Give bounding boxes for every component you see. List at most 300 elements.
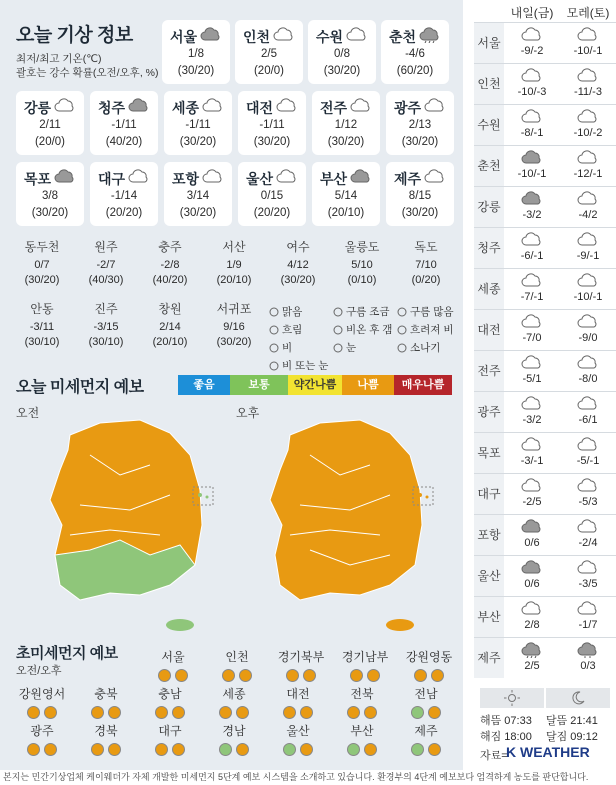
forecast-day1: 2/5	[504, 638, 560, 672]
weather-legend-icon	[396, 342, 408, 354]
forecast-day2: -5/-1	[560, 433, 616, 467]
forecast-city: 서울	[474, 23, 504, 63]
cloud-outline-icon	[128, 169, 150, 185]
cloud-outline-icon	[560, 68, 616, 84]
city-temp: -1/14	[110, 190, 138, 202]
dust-level-2: 약간나쁨	[288, 375, 342, 395]
snow-cloud-icon	[560, 642, 616, 658]
forecast-day2: -4/2	[560, 187, 616, 221]
city-temp: -1/11	[259, 119, 285, 131]
cloud-outline-icon	[504, 314, 560, 330]
forecast-city: 수원	[474, 105, 504, 145]
am-dot	[414, 669, 427, 682]
cloud-outline-icon	[560, 396, 616, 412]
cloud-outline-icon	[560, 314, 616, 330]
city-rain: (30/20)	[401, 207, 439, 219]
forecast-day1: -3/2	[504, 187, 560, 221]
small-city-name: 독도	[414, 240, 438, 254]
forecast-day1: -7/0	[504, 310, 560, 344]
cloud-outline-icon	[504, 109, 560, 125]
forecast-row-대구	[474, 473, 616, 513]
city-temp: -4/6	[405, 48, 425, 60]
city-rain: (20/0)	[253, 65, 285, 77]
city-name: 부산	[320, 171, 348, 187]
pm-dot	[175, 669, 188, 682]
forecast-day2: -1/7	[560, 597, 616, 631]
small-city-name: 진주	[94, 302, 118, 316]
small-city-name: 서산	[222, 240, 246, 254]
fine-dust-부산	[332, 722, 392, 756]
weather-legend-item: 소나기	[396, 340, 440, 355]
city-name: 대전	[246, 100, 274, 116]
small-city-name: 창원	[158, 302, 182, 316]
dust-map-pm	[250, 415, 450, 640]
small-city-temp: -3/15	[93, 321, 119, 333]
region-name: 강원영서	[18, 687, 66, 701]
forecast-day1: -6/-1	[504, 228, 560, 262]
cloud-outline-icon	[504, 601, 560, 617]
small-city-충주	[140, 240, 200, 288]
weather-legend-icon	[268, 306, 280, 318]
cloud-outline-icon	[202, 98, 224, 114]
city-card-부산	[312, 162, 380, 226]
weather-legend-item: 비	[268, 340, 292, 355]
forecast-row-포항	[474, 514, 616, 554]
forecast-col1: 내일(금)	[510, 6, 554, 20]
cloud-outline-icon	[560, 27, 616, 43]
pm-dot	[367, 669, 380, 682]
fine-dust-경남	[204, 722, 264, 756]
fine-dust-광주	[12, 722, 72, 756]
dust-level-4: 매우나쁨	[394, 375, 452, 395]
forecast-day2: -11/-3	[560, 64, 616, 98]
weather-legend-icon	[396, 306, 408, 318]
forecast-row-강릉	[474, 186, 616, 226]
cloud-outline-icon	[504, 355, 560, 371]
city-name: 서울	[170, 29, 198, 45]
small-city-원주	[76, 240, 136, 288]
forecast-day1: -10/-3	[504, 64, 560, 98]
dust-level-3: 나쁨	[342, 375, 394, 395]
forecast-city: 강릉	[474, 187, 504, 227]
pm-dot	[364, 706, 377, 719]
cloud-icon	[54, 169, 76, 185]
region-name: 대구	[158, 724, 182, 738]
forecast-city: 청주	[474, 228, 504, 268]
city-rain: (20/20)	[253, 207, 291, 219]
cloud-outline-icon	[560, 478, 616, 494]
pm-dot	[300, 743, 313, 756]
small-city-temp: 0/7	[34, 259, 50, 271]
cloud-outline-icon	[560, 150, 616, 166]
cloud-outline-icon	[276, 169, 298, 185]
city-name: 세종	[172, 100, 200, 116]
forecast-day2: -5/3	[560, 474, 616, 508]
small-city-rain: (0/10)	[347, 274, 377, 286]
forecast-city: 대구	[474, 474, 504, 514]
city-temp: 2/13	[408, 119, 432, 131]
cloud-outline-icon	[560, 355, 616, 371]
region-name: 충북	[94, 687, 118, 701]
city-temp: -1/11	[185, 119, 211, 131]
cloud-outline-icon	[273, 27, 295, 43]
fine-dust-강원영서	[12, 685, 72, 719]
city-rain: (30/20)	[31, 207, 69, 219]
forecast-row-청주	[474, 227, 616, 267]
am-dot	[155, 706, 168, 719]
cloud-outline-icon	[504, 273, 560, 289]
region-name: 경남	[222, 724, 246, 738]
city-temp: 0/8	[334, 48, 350, 60]
rain-cloud-icon	[419, 27, 441, 43]
moonrise: 달뜸 21:41	[546, 715, 598, 727]
rain-cloud-icon	[504, 642, 560, 658]
small-city-rain: (30/10)	[88, 336, 124, 348]
pm-dot	[108, 706, 121, 719]
am-dot	[283, 706, 296, 719]
pm-dot	[172, 743, 185, 756]
sunrise: 해뜸 07:33	[480, 715, 532, 727]
kweather-logo: K WEATHER	[506, 744, 590, 760]
fine-dust-충북	[76, 685, 136, 719]
forecast-col2: 모레(토)	[566, 6, 610, 20]
pm-dot	[172, 706, 185, 719]
small-city-독도	[396, 240, 456, 288]
forecast-day2: -12/-1	[560, 146, 616, 180]
forecast-row-전주	[474, 350, 616, 390]
city-card-청주	[90, 91, 158, 155]
forecast-day2: -6/1	[560, 392, 616, 426]
pm-dot	[303, 669, 316, 682]
cloud-outline-icon	[504, 27, 560, 43]
am-dot	[219, 706, 232, 719]
pm-dot	[300, 706, 313, 719]
city-rain: (30/20)	[253, 136, 291, 148]
weather-legend-item: 구름 조금	[332, 304, 390, 319]
region-name: 전남	[414, 687, 438, 701]
city-name: 대구	[98, 171, 126, 187]
weather-legend-item: 비 또는 눈	[268, 358, 328, 373]
page-title: 오늘 기상 정보	[16, 25, 133, 46]
pm-dot	[236, 743, 249, 756]
weather-legend-item: 눈	[332, 340, 356, 355]
city-rain: (20/20)	[105, 207, 143, 219]
forecast-day1: -3/-1	[504, 433, 560, 467]
forecast-row-울산	[474, 555, 616, 595]
cloud-icon	[350, 169, 372, 185]
cloud-outline-icon	[504, 68, 560, 84]
small-city-temp: 2/14	[159, 321, 181, 333]
weather-legend-item: 맑음	[268, 304, 302, 319]
forecast-row-광주	[474, 391, 616, 431]
forecast-city: 전주	[474, 351, 504, 391]
small-city-temp: -2/8	[160, 259, 180, 271]
small-city-name: 동두천	[24, 240, 60, 254]
forecast-row-부산	[474, 596, 616, 636]
forecast-city: 대전	[474, 310, 504, 350]
fine-dust-강원영동	[399, 648, 459, 682]
am-dot	[91, 706, 104, 719]
city-rain: (30/20)	[179, 207, 217, 219]
city-name: 울산	[246, 171, 274, 187]
small-city-rain: (30/20)	[216, 336, 252, 348]
forecast-day2: 0/3	[560, 638, 616, 672]
forecast-city: 광주	[474, 392, 504, 432]
city-card-광주	[386, 91, 454, 155]
city-name: 전주	[320, 100, 348, 116]
city-rain: (40/20)	[105, 136, 143, 148]
am-dot	[27, 743, 40, 756]
city-name: 제주	[394, 171, 422, 187]
city-temp: 2/11	[39, 119, 61, 131]
city-card-울산	[238, 162, 306, 226]
fine-dust-전북	[332, 685, 392, 719]
cloud-icon	[128, 98, 150, 114]
pm-dot	[44, 743, 57, 756]
small-city-temp: 5/10	[351, 259, 373, 271]
city-card-서울	[162, 20, 230, 84]
forecast-day2: -10/-1	[560, 23, 616, 57]
small-city-울릉도	[332, 240, 392, 288]
am-dot	[158, 669, 171, 682]
dust-map-am	[30, 415, 230, 640]
forecast-day1: -8/-1	[504, 105, 560, 139]
city-name: 목포	[24, 171, 52, 187]
cloud-outline-icon	[560, 109, 616, 125]
city-name: 포항	[172, 171, 200, 187]
cloud-outline-icon	[504, 437, 560, 453]
city-temp: 0/15	[260, 190, 284, 202]
cloud-outline-icon	[504, 478, 560, 494]
city-name: 수원	[316, 29, 344, 45]
city-rain: (20/10)	[327, 207, 365, 219]
pm-dot	[428, 743, 441, 756]
weather-legend-item: 흐려져 비	[396, 322, 454, 337]
city-temp: 8/15	[408, 190, 432, 202]
cloud-outline-icon	[346, 27, 368, 43]
city-card-대전	[238, 91, 306, 155]
region-name: 광주	[30, 724, 54, 738]
fine-dust-subtitle: 오전/오후	[16, 665, 62, 677]
city-rain: (30/20)	[323, 65, 361, 77]
city-name: 청주	[98, 100, 126, 116]
city-card-대구	[90, 162, 158, 226]
pm-dot	[364, 743, 377, 756]
forecast-city: 인천	[474, 64, 504, 104]
city-card-전주	[312, 91, 380, 155]
city-name: 인천	[243, 29, 271, 45]
fine-dust-경기북부	[271, 648, 331, 682]
cloud-outline-icon	[560, 273, 616, 289]
forecast-day1: 2/8	[504, 597, 560, 631]
am-dot	[283, 743, 296, 756]
small-city-rain: (40/20)	[152, 274, 188, 286]
city-card-인천	[235, 20, 303, 84]
weather-legend-icon	[332, 324, 344, 336]
pm-label: 오후	[236, 406, 260, 420]
city-card-강릉	[16, 91, 84, 155]
cloud-outline-icon	[560, 519, 616, 535]
fine-dust-울산	[268, 722, 328, 756]
temp-note: 최저/최고 기온(℃)	[16, 53, 102, 65]
moon-icon	[546, 688, 610, 708]
small-city-temp: 9/16	[223, 321, 245, 333]
forecast-city: 세종	[474, 269, 504, 309]
forecast-day1: -9/-2	[504, 23, 560, 57]
cloud-icon	[504, 150, 560, 166]
region-name: 서울	[161, 650, 185, 664]
pm-dot	[44, 706, 57, 719]
forecast-city: 목포	[474, 433, 504, 473]
city-name: 강릉	[24, 100, 52, 116]
region-name: 강원영동	[405, 650, 453, 664]
pm-dot	[108, 743, 121, 756]
forecast-city: 제주	[474, 638, 504, 678]
am-dot	[286, 669, 299, 682]
cloud-outline-icon	[350, 98, 372, 114]
small-city-temp: 7/10	[415, 259, 437, 271]
fine-dust-제주	[396, 722, 456, 756]
cloud-outline-icon	[276, 98, 298, 114]
cloud-icon	[504, 560, 560, 576]
city-temp: 5/14	[334, 190, 358, 202]
forecast-row-인천	[474, 63, 616, 103]
footer-note: 본지는 민간기상업체 케이웨더가 자체 개발한 미세먼지 5단계 예보 시스템을 소개하고 있습니다. 환경부의 4단계 예보보다 엄격하게 농도를 판단합니다.	[0, 770, 616, 785]
region-name: 경기남부	[341, 650, 389, 664]
region-name: 대전	[286, 687, 310, 701]
small-city-동두천	[12, 240, 72, 288]
cloud-outline-icon	[560, 601, 616, 617]
small-city-temp: -2/7	[96, 259, 116, 271]
sun-icon	[480, 688, 544, 708]
small-city-name: 여수	[286, 240, 310, 254]
cloud-outline-icon	[504, 396, 560, 412]
small-city-temp: 4/12	[287, 259, 309, 271]
cloud-outline-icon	[504, 232, 560, 248]
am-dot	[411, 706, 424, 719]
rain-note: 괄호는 강수 확률(오전/오후, %)	[16, 67, 159, 79]
forecast-row-수원	[474, 104, 616, 144]
forecast-day1: 0/6	[504, 556, 560, 590]
moonset: 달짐 09:12	[546, 731, 598, 743]
fine-dust-title: 초미세먼지 예보	[16, 645, 118, 662]
region-name: 전북	[350, 687, 374, 701]
small-city-진주	[76, 302, 136, 350]
cloud-outline-icon	[560, 437, 616, 453]
am-label: 오전	[16, 406, 40, 420]
cloud-outline-icon	[54, 98, 76, 114]
city-temp: 2/5	[261, 48, 277, 60]
city-rain: (30/20)	[179, 136, 217, 148]
city-card-세종	[164, 91, 232, 155]
cloud-icon	[504, 519, 560, 535]
city-rain: (20/0)	[34, 136, 66, 148]
small-city-rain: (0/20)	[411, 274, 441, 286]
forecast-row-목포	[474, 432, 616, 472]
forecast-day1: -2/5	[504, 474, 560, 508]
weather-legend-icon	[396, 324, 408, 336]
small-city-rain: (30/10)	[24, 336, 60, 348]
forecast-day1: -7/-1	[504, 269, 560, 303]
region-name: 울산	[286, 724, 310, 738]
city-temp: 3/8	[42, 190, 58, 202]
small-city-name: 충주	[158, 240, 182, 254]
city-name: 춘천	[389, 29, 417, 45]
small-city-name: 서귀포	[216, 302, 252, 316]
forecast-panel	[474, 0, 616, 770]
region-name: 세종	[222, 687, 246, 701]
small-city-서귀포	[204, 302, 264, 350]
source-label: 자료=	[480, 750, 508, 762]
forecast-city: 부산	[474, 597, 504, 637]
region-name: 경기북부	[277, 650, 325, 664]
dust-title: 오늘 미세먼지 예보	[16, 379, 144, 396]
cloud-outline-icon	[560, 232, 616, 248]
weather-legend-item: 구름 많음	[396, 304, 454, 319]
am-dot	[155, 743, 168, 756]
cloud-icon	[200, 27, 222, 43]
forecast-day1: 0/6	[504, 515, 560, 549]
fine-dust-경북	[76, 722, 136, 756]
small-city-서산	[204, 240, 264, 288]
pm-dot	[239, 669, 252, 682]
am-dot	[347, 706, 360, 719]
small-city-rain: (20/10)	[152, 336, 188, 348]
fine-dust-전남	[396, 685, 456, 719]
am-dot	[27, 706, 40, 719]
small-city-name: 안동	[30, 302, 54, 316]
city-temp: 1/8	[188, 48, 204, 60]
forecast-day1: -10/-1	[504, 146, 560, 180]
city-rain: (30/20)	[401, 136, 439, 148]
fine-dust-경기남부	[335, 648, 395, 682]
cloud-outline-icon	[202, 169, 224, 185]
weather-legend-icon	[268, 360, 280, 372]
fine-dust-인천	[207, 648, 267, 682]
fine-dust-세종	[204, 685, 264, 719]
fine-dust-대전	[268, 685, 328, 719]
city-rain: (30/20)	[177, 65, 215, 77]
city-card-춘천	[381, 20, 449, 84]
small-city-rain: (40/30)	[88, 274, 124, 286]
pm-dot	[428, 706, 441, 719]
forecast-row-서울	[474, 22, 616, 62]
sunset: 해짐 18:00	[480, 731, 532, 743]
forecast-city: 춘천	[474, 146, 504, 186]
small-city-안동	[12, 302, 72, 350]
forecast-day2: -3/5	[560, 556, 616, 590]
forecast-day2: -9/-1	[560, 228, 616, 262]
region-name: 부산	[350, 724, 374, 738]
am-dot	[347, 743, 360, 756]
small-city-temp: -3/11	[29, 321, 55, 333]
city-card-제주	[386, 162, 454, 226]
forecast-day2: -2/4	[560, 515, 616, 549]
forecast-row-제주	[474, 637, 616, 677]
small-city-name: 울릉도	[344, 240, 380, 254]
city-name: 광주	[394, 100, 422, 116]
weather-legend-item: 비온 후 갬	[332, 322, 392, 337]
cloud-outline-icon	[424, 98, 446, 114]
pm-dot	[431, 669, 444, 682]
forecast-day1: -5/1	[504, 351, 560, 385]
forecast-day2: -10/-1	[560, 269, 616, 303]
pm-dot	[236, 706, 249, 719]
small-city-temp: 1/9	[226, 259, 242, 271]
small-city-name: 원주	[94, 240, 118, 254]
forecast-city: 포항	[474, 515, 504, 555]
cloud-outline-icon	[424, 169, 446, 185]
